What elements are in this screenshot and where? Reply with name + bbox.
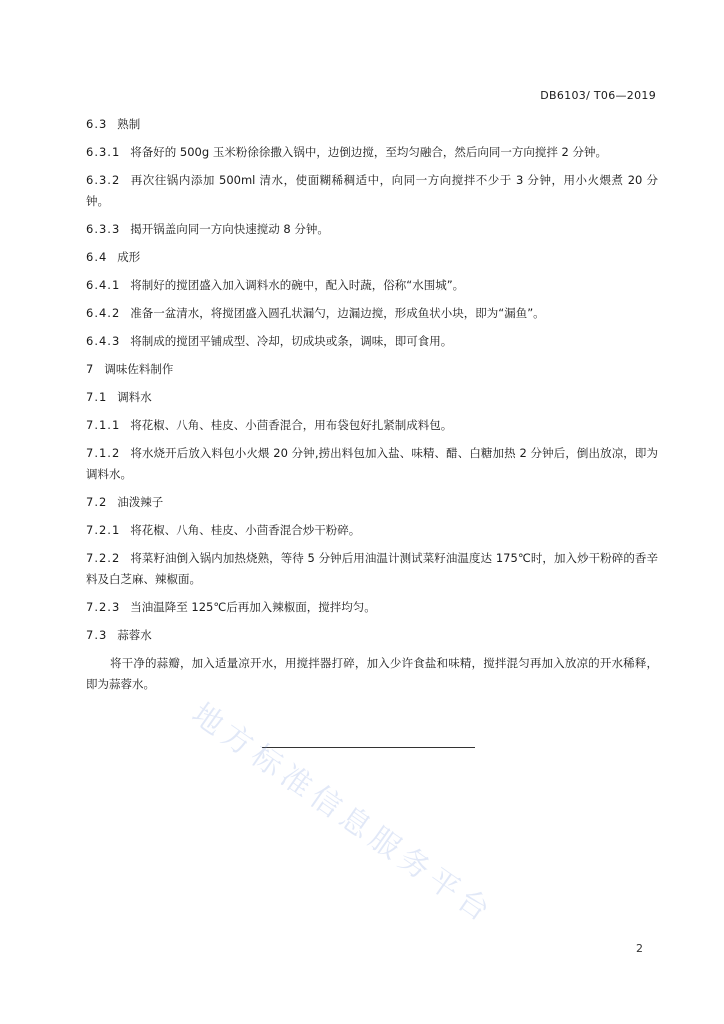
chapter-7 (86, 359, 658, 380)
section-7-2 (86, 492, 658, 513)
section-6-3 (86, 114, 658, 135)
clause-text: 揭开锅盖向同一方向快速搅动 8 分钟。 (130, 222, 329, 236)
section-7-1 (86, 387, 658, 408)
clause-6-4-3 (86, 331, 658, 352)
clause-text: 调味佐料制作 (104, 362, 174, 376)
clause-6-4-2 (86, 303, 658, 324)
clause-text: 将制成的搅团平铺成型、冷却，切成块或条，调味，即可食用。 (130, 334, 453, 348)
clause-text: 将花椒、八角、桂皮、小茴香混合炒干粉碎。 (130, 523, 361, 537)
clause-6-3-3 (86, 219, 658, 240)
clause-text: 调料水 (117, 390, 152, 404)
clause-text: 再次往锅内添加 500ml 清水，使面糊稀稠适中，向同一方向搅拌不少于 3 分钟，用小火煨煮 20 分钟。 (86, 173, 658, 208)
clause-7-2-2 (86, 548, 658, 590)
clause-number: 6.3 (86, 117, 108, 131)
clause-number: 6.4.3 (86, 334, 121, 348)
clause-text: 当油温降至 125℃后再加入辣椒面，搅拌均匀。 (130, 600, 376, 614)
clause-text: 将备好的 500g 玉米粉徐徐撒入锅中，边倒边搅，至均匀融合，然后向同一方向搅拌 2 分钟。 (130, 145, 607, 159)
clause-number: 6.4.2 (86, 306, 121, 320)
clause-number: 7.1 (86, 390, 108, 404)
clause-text: 油泼辣子 (117, 495, 164, 509)
clause-number: 7.2.2 (86, 551, 121, 565)
page-number: 2 (636, 942, 643, 955)
clause-number: 7.3 (86, 628, 108, 642)
clause-number: 6.3.1 (86, 145, 121, 159)
clause-7-1-2 (86, 443, 658, 485)
clause-number: 6.3.2 (86, 173, 121, 187)
section-6-4 (86, 247, 658, 268)
clause-text: 成形 (117, 250, 141, 264)
clause-number: 7 (86, 362, 95, 376)
clause-number: 7.1.2 (86, 446, 121, 460)
clause-number: 6.4 (86, 250, 108, 264)
garlic-water-description: 将干净的蒜瓣，加入适量凉开水，用搅拌器打碎，加入少许食盐和味精，搅拌混匀再加入放凉的开水稀释，即为蒜蓉水。 (86, 656, 658, 691)
watermark: 地方标准信息服务平台 (185, 696, 501, 932)
standard-code: DB6103/ T06—2019 (540, 89, 656, 102)
clause-7-2-1 (86, 520, 658, 541)
clause-6-4-1 (86, 275, 658, 296)
clause-number: 6.4.1 (86, 278, 121, 292)
clause-7-2-3 (86, 597, 658, 618)
clause-number: 7.1.1 (86, 418, 121, 432)
clause-text: 熟制 (117, 117, 141, 131)
clause-7-1-1 (86, 415, 658, 436)
clause-number: 7.2.1 (86, 523, 121, 537)
clause-text: 将水烧开后放入料包小火煨 20 分钟,捞出料包加入盐、味精、醋、白糖加热 2 分钟后，倒出放凉，即为调料水。 (86, 446, 658, 481)
clause-6-3-1 (86, 142, 658, 163)
clause-text: 蒜蓉水 (117, 628, 152, 642)
clause-text: 将花椒、八角、桂皮、小茴香混合，用布袋包好扎紧制成料包。 (130, 418, 453, 432)
clause-6-3-2 (86, 170, 658, 212)
clause-text: 将菜籽油倒入锅内加热烧熟，等待 5 分钟后用油温计测试菜籽油温度达 175℃时，加入炒干粉碎的香辛料及白芝麻、辣椒面。 (86, 551, 658, 586)
clause-text: 准备一盆清水，将搅团盛入圆孔状漏勺，边漏边搅，形成鱼状小块，即为“漏鱼”。 (130, 306, 545, 320)
clause-number: 6.3.3 (86, 222, 121, 236)
document-body (86, 114, 658, 702)
end-of-document-rule (262, 747, 475, 748)
section-7-3 (86, 625, 658, 646)
clause-text: 将制好的搅团盛入加入调料水的碗中，配入时蔬，俗称“水围城”。 (130, 278, 465, 292)
clause-number: 7.2.3 (86, 600, 121, 614)
clause-number: 7.2 (86, 495, 108, 509)
